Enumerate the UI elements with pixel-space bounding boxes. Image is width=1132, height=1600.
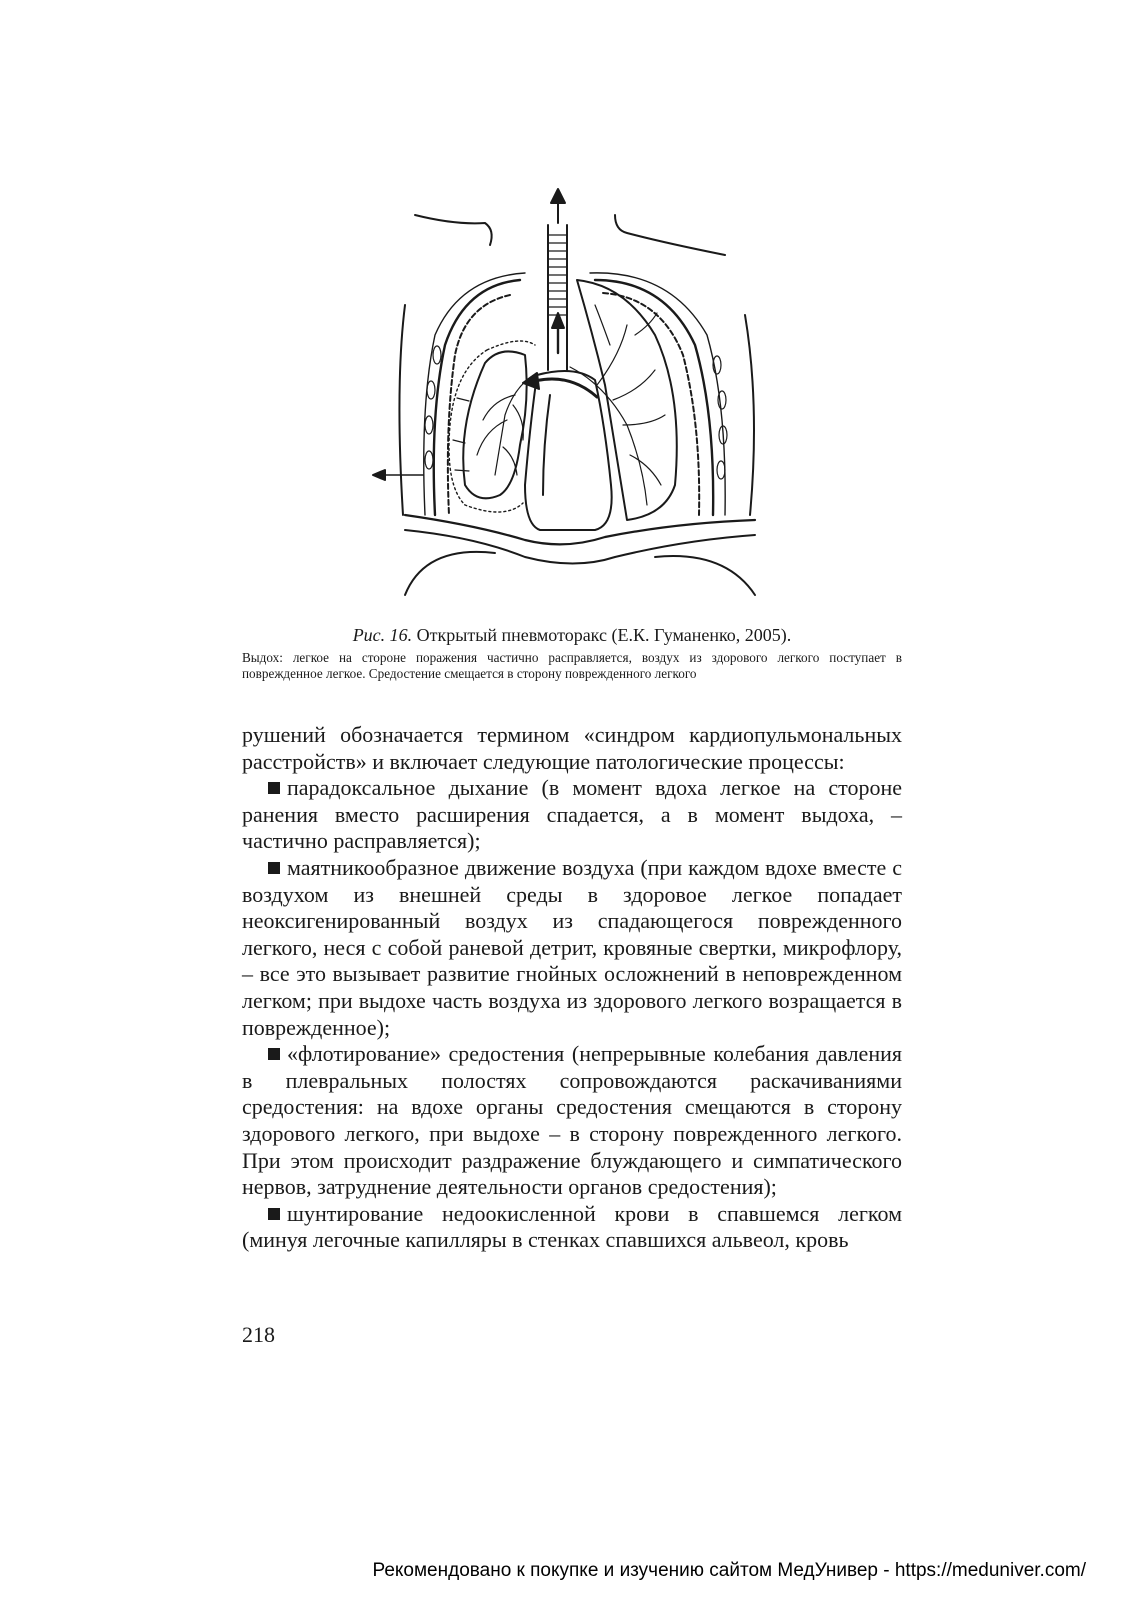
- bullet-square-icon: [268, 782, 280, 794]
- list-item: шунтирование недоокисленной крови в спавшемся легком (минуя легочные капилляры в стенках спавшихся альвеол, кровь: [242, 1200, 902, 1253]
- list-item: маятникообразное движение воздуха (при каждом вдохе вместе с воздухом из внешней среды в здоровое легкое попадает неоксигенированный воздух из спадающегося поврежденного легкого, неся с собой раневой детрит, кровяные свертки, микрофлору, – все это вызывает развитие гнойных осложнений в неповрежденном легком; при выдохе часть воздуха из здорового легкого возращается в поврежденное);: [242, 854, 902, 1040]
- intro-paragraph: рушений обозначается термином «синдром кардиопульмональных расстройств» и включает следующие патологические процессы:: [242, 722, 902, 774]
- figure-label: Рис. 16.: [352, 625, 413, 645]
- list-item: парадоксальное дыхание (в момент вдоха легкое на стороне ранения вместо расширения спадается, а в момент выдоха, – частично расправляется);: [242, 775, 902, 854]
- list-item: «флотирование» средостения (непрерывные колебания давления в плевральных полостях сопровождаются раскачиваниями средостения: на вдохе органы средостения смещаются в сторону здорового легкого, при выдохе – в сторону поврежденного легкого. При этом происходит раздражение блуждающего и симпатического нервов, затруднение деятельности органов средостения);: [242, 1041, 902, 1200]
- figure-title: Открытый пневмоторакс (Е.К. Гуманенко, 2005).: [416, 625, 792, 645]
- bullet-square-icon: [268, 1048, 280, 1060]
- bullet-square-icon: [268, 862, 280, 874]
- footer-recommendation: Рекомендовано к покупке и изучению сайтом МедУнивер - https://meduniver.com/: [372, 1560, 1086, 1581]
- bullet-square-icon: [268, 1208, 280, 1220]
- pneumothorax-illustration: [365, 185, 795, 605]
- page-number: 218: [242, 1322, 275, 1347]
- body-text: [242, 722, 902, 1254]
- figure-caption-title: [242, 625, 902, 646]
- figure-caption-description: Выдох: легкое на стороне поражения частично расправляется, воздух из здорового легкого поступает в поврежденное легкое. Средостение смещается в сторону поврежденного легкого: [242, 650, 902, 681]
